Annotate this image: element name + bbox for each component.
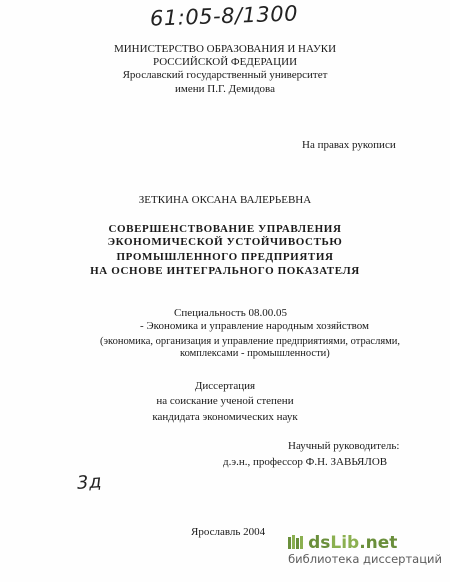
title-line-1: СОВЕРШЕНСТВОВАНИЕ УПРАВЛЕНИЯ xyxy=(108,223,342,235)
handwritten-sheet-number: 3д xyxy=(76,471,103,494)
bookshelf-icon xyxy=(288,535,306,549)
place-year: Ярославль 2004 xyxy=(191,526,266,538)
degree-line-2: на соискание ученой степени xyxy=(156,395,294,407)
supervisor-label: Научный руководитель: xyxy=(288,440,400,452)
degree-line-1: Диссертация xyxy=(194,380,256,392)
title-line-2: ЭКОНОМИЧЕСКОЙ УСТОЙЧИВОСТЬЮ xyxy=(107,236,343,248)
header-line-1: МИНИСТЕРСТВО ОБРАЗОВАНИЯ И НАУКИ xyxy=(113,43,337,55)
watermark-brand xyxy=(288,535,442,552)
dslib-watermark xyxy=(288,535,442,566)
supervisor-name: д.э.н., профессор Ф.Н. ЗАВЬЯЛОВ xyxy=(223,456,388,468)
header-line-4: имени П.Г. Демидова xyxy=(175,83,275,95)
header-line-3: Ярославский государственный университет xyxy=(122,69,328,81)
specialty-label: Специальность 08.00.05 xyxy=(174,307,287,319)
handwritten-catalog-number: 61:05-8/1300 xyxy=(149,1,299,31)
header-line-2: РОССИЙСКОЙ ФЕДЕРАЦИИ xyxy=(152,56,298,68)
specialty-line-3: комплексами - промышленности) xyxy=(180,348,330,359)
title-line-3: ПРОМЫШЛЕННОГО ПРЕДПРИЯТИЯ xyxy=(116,251,334,263)
rights-note: На правах рукописи xyxy=(302,139,396,151)
degree-line-3: кандидата экономических наук xyxy=(152,411,298,423)
watermark-subtitle: библиотека диссертаций xyxy=(288,552,442,566)
watermark-net: .net xyxy=(359,533,398,553)
specialty-line-2: (экономика, организация и управление предприятиями, отраслями, xyxy=(100,336,401,347)
watermark-lib: Lib xyxy=(330,533,360,553)
author-name: ЗЕТКИНА ОКСАНА ВАЛЕРЬЕВНА xyxy=(138,194,312,206)
title-line-4: НА ОСНОВЕ ИНТЕГРАЛЬНОГО ПОКАЗАТЕЛЯ xyxy=(90,265,360,277)
specialty-line-1: - Экономика и управление народным хозяйством xyxy=(140,320,369,332)
watermark-ds: ds xyxy=(308,533,331,553)
